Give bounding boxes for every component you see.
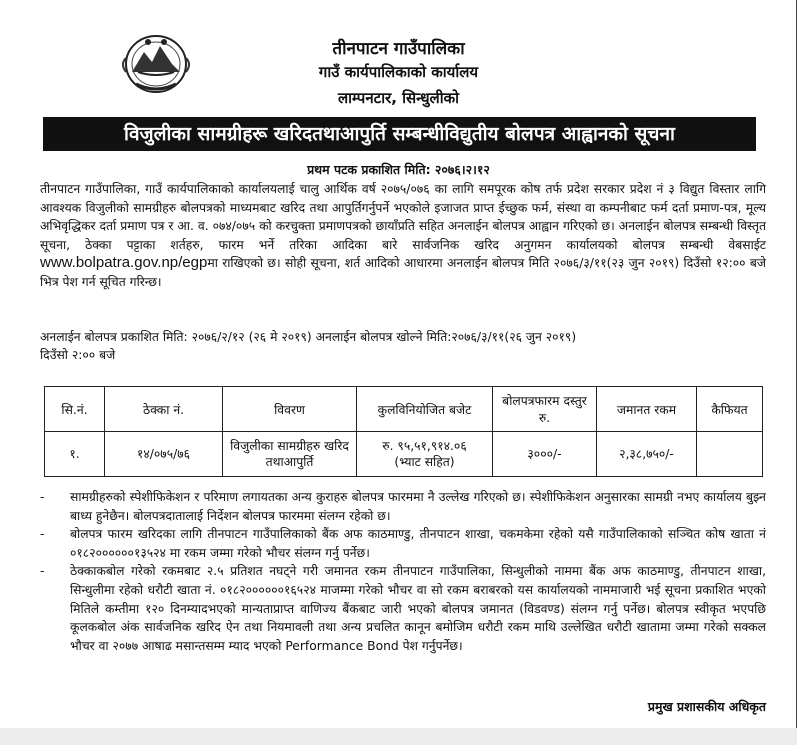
cell-contract-no: १४/०७५/७६ bbox=[105, 432, 223, 477]
cell-sn: १. bbox=[45, 432, 105, 477]
col-header-remarks: कैफियत bbox=[697, 387, 763, 432]
municipality-name: तीनपाटन गाउँपालिका bbox=[332, 39, 465, 59]
bid-time-line: दिउँसो २:०० बजे bbox=[40, 348, 116, 362]
col-header-description: विवरण bbox=[223, 387, 357, 432]
bid-dates-line: अनलाईन बोलपत्र प्रकाशित मिति: २०७६/२/१२ (२६ मे २०१९) अनलाईन बोलपत्र खोल्ने मिति:२०७६/३/११(२६ जुन २०१९) bbox=[40, 330, 577, 344]
intro-text-part2: मा राखिएको छ। सोही सूचना, शर्त आदिको आधारमा अनलाईन बोलपत्र मिति २०७६/३/११(२३ जुन २०१९) दिउँसो १२:०० बजे भित्र पेश गर्न सूचित गरिन्छ। bbox=[40, 256, 766, 289]
notice-title-banner: विजुलीका सामग्रीहरू खरिदतथाआपुर्ति सम्बन्धीविद्युतीय बोलपत्र आह्वानको सूचना bbox=[43, 117, 756, 151]
office-address: लाम्पनटार, सिन्धुलीको bbox=[337, 89, 460, 107]
condition-text: बोलपत्र फारम खरिदका लागि तीनपाटन गाउँपालिकाको बैंक अफ काठमाण्डु, तीनपाटन शाखा, चकमकेमा रहेको यसै गाउँपालिकाको सञ्चित कोष खाता नं ०१८२००००००१३५२४ मा रकम जम्मा गरेको भौचर संलग्न गर्नु पर्नेछ। bbox=[70, 527, 766, 560]
cell-bid-security: २,३८,७५०/- bbox=[597, 432, 697, 477]
condition-text: ठेक्काकबोल गरेको रकमबाट २.५ प्रतिशत नघट्ने गरी जमानत रकम तीनपाटन गाउँपालिका, सिन्धुलीको नाममा बैंक अफ काठमाण्डु, तीनपाटन शाखा, सिन्धुलीमा रहेको धरौटी खाता नं. ०१८२००००००१६५२४ माजम्मा गरेको भौचर वा सो रकम बराबरको यस कार्यालयको नाममाजारी भई सूचना प्रकाशित भएको मितिले कम्तीमा १२० दिनम्यादभएको मान्यताप्राप्त वाणिज्य बैंकबाट जारी भएको बोलपत्र जमानत (विडवण्ड) संलग्न गर्नु पर्नेछ। बोलपत्र स्वीकृत भएपछि कूलकबोल अंक सार्वजनिक खरिद ऐन तथा नियमावली तथा अन्य प्रचलित कानून बमोजिम धरौटी रकम माथि उल्लेखित धरौटी खातामा जम्मा गरेको सक्कल भौचर वा २०७७ आषाढ मसान्तसम्म म्याद भएको Performance Bond पेश गर्नुपर्नेछ। bbox=[70, 564, 766, 653]
condition-text: सामग्रीहरुको स्पेशीफिकेशन र परिमाण लगायतका अन्य कुराहरु बोलपत्र फारममा नै उल्लेख गरिएको छ। स्पेशीफिकेशन अनुसारका सामग्री नभए कार्यालय बुझ्न बाध्य हुनेछैन। बोलपत्रदातालाई निर्देशन बोलपत्र फारममा संलग्न रहेको छ। bbox=[70, 490, 766, 523]
bolpatra-website-link[interactable]: www.bolpatra.gov.np/egp bbox=[40, 254, 208, 271]
table-header-row bbox=[45, 387, 763, 432]
col-header-bid-security: जमानत रकम bbox=[597, 387, 697, 432]
list-item: - बोलपत्र फारम खरिदका लागि तीनपाटन गाउँपालिकाको बैंक अफ काठमाण्डु, तीनपाटन शाखा, चकमकेमा रहेको यसै गाउँपालिकाको सञ्चित कोष खाता नं ०१८२००००००१३५२४ मा रकम जम्मा गरेको भौचर संलग्न गर्नु पर्नेछ। bbox=[40, 527, 766, 560]
cell-budget bbox=[357, 432, 493, 477]
col-header-form-fee: बोलपत्रफारम दस्तुर रु. bbox=[493, 387, 597, 432]
list-item: - सामग्रीहरुको स्पेशीफिकेशन र परिमाण लगायतका अन्य कुराहरु बोलपत्र फारममा नै उल्लेख गरिएको छ। स्पेशीफिकेशन अनुसारका सामग्री नभए कार्यालय बुझ्न बाध्य हुनेछैन। बोलपत्रदातालाई निर्देशन बोलपत्र फारममा संलग्न रहेको छ। bbox=[40, 490, 766, 523]
intro-paragraph bbox=[40, 180, 766, 291]
list-item: - ठेक्काकबोल गरेको रकमबाट २.५ प्रतिशत नघट्ने गरी जमानत रकम तीनपाटन गाउँपालिका, सिन्धुलीको नाममा बैंक अफ काठमाण्डु, तीनपाटन शाखा, सिन्धुलीमा रहेको धरौटी खाता नं. ०१८२००००००१६५२४ माजम्मा गरेको भौचर वा सो रकम बराबरको यस कार्यालयको नाममाजारी भई सूचना प्रकाशित भएको मितिले कम्तीमा १२० दिनम्यादभएको मान्यताप्राप्त वाणिज्य बैंकबाट जारी भएको बोलपत्र जमानत (विडवण्ड) संलग्न गर्नु पर्नेछ। बोलपत्र स्वीकृत भएपछि कूलकबोल अंक सार्वजनिक खरिद ऐन तथा नियमावली तथा अन्य प्रचलित कानून बमोजिम धरौटी रकम माथि उल्लेखित धरौटी खातामा जम्मा गरेको सक्कल भौचर वा २०७७ आषाढ मसान्तसम्म म्याद भएको Performance Bond पेश गर्नुपर्नेछ। bbox=[40, 564, 766, 653]
budget-amount: रु. ९५,५१,९१४.०६ bbox=[382, 439, 467, 453]
col-header-budget: कुलविनियोजित बजेट bbox=[357, 387, 493, 432]
table-row bbox=[45, 432, 763, 477]
signatory-title: प्रमुख प्रशासकीय अधिकृत bbox=[647, 699, 766, 714]
page-footer-strip bbox=[0, 728, 797, 745]
budget-vat-note: (भ्याट सहित) bbox=[394, 455, 455, 469]
publication-date: प्रथम पटक प्रकाशित मिति: २०७६।२।१२ bbox=[307, 162, 490, 177]
col-header-contract-no: ठेक्का नं. bbox=[105, 387, 223, 432]
cell-description: विजुलीका सामग्रीहरु खरिद तथाआपुर्ति bbox=[223, 432, 357, 477]
tender-table bbox=[44, 386, 763, 477]
office-name: गाउँ कार्यपालिकाको कार्यालय bbox=[318, 63, 479, 81]
col-header-sn: सि.नं. bbox=[45, 387, 105, 432]
cell-remarks bbox=[697, 432, 763, 477]
intro-text-part1: तीनपाटन गाउँपालिका, गाउँ कार्यपालिकाको कार्यालयलाई चालु आर्थिक वर्ष २०७५/०७६ का लागि समपूरक कोष तर्फ प्रदेश सरकार प्रदेश नं ३ विद्युत विस्तार लागि आवश्यक विजुलीको सामग्रीहरु बोलपत्रको माध्यमबाट खरिद तथा आपुर्तिगर्नुपर्ने भएकोले इजाजत प्राप्त ईच्छुक फर्म, संस्था वा कम्पनीबाट फर्म दर्ता प्रमाण-पत्र, मूल्य अभिवृद्धिकर दर्ता प्रमाण पत्र र आ. व. ०७४/०७५ को करचुक्ता प्रमाणपत्रको छायाँप्रति सहित अनलाईन बोलपत्र आह्वान गरिएको छ। अनलाईन बोलपत्र सम्बन्धी विस्तृत सूचना, ठेक्का पट्टाका शर्तहरु, फारम भर्ने तरिका आदिका बारे सार्वजनिक खरिद अनुगमन कार्यालयको बोलपत्र सम्बन्धी वेबसाईट bbox=[40, 182, 766, 252]
conditions-list bbox=[40, 488, 766, 655]
cell-form-fee: ३०००/- bbox=[493, 432, 597, 477]
